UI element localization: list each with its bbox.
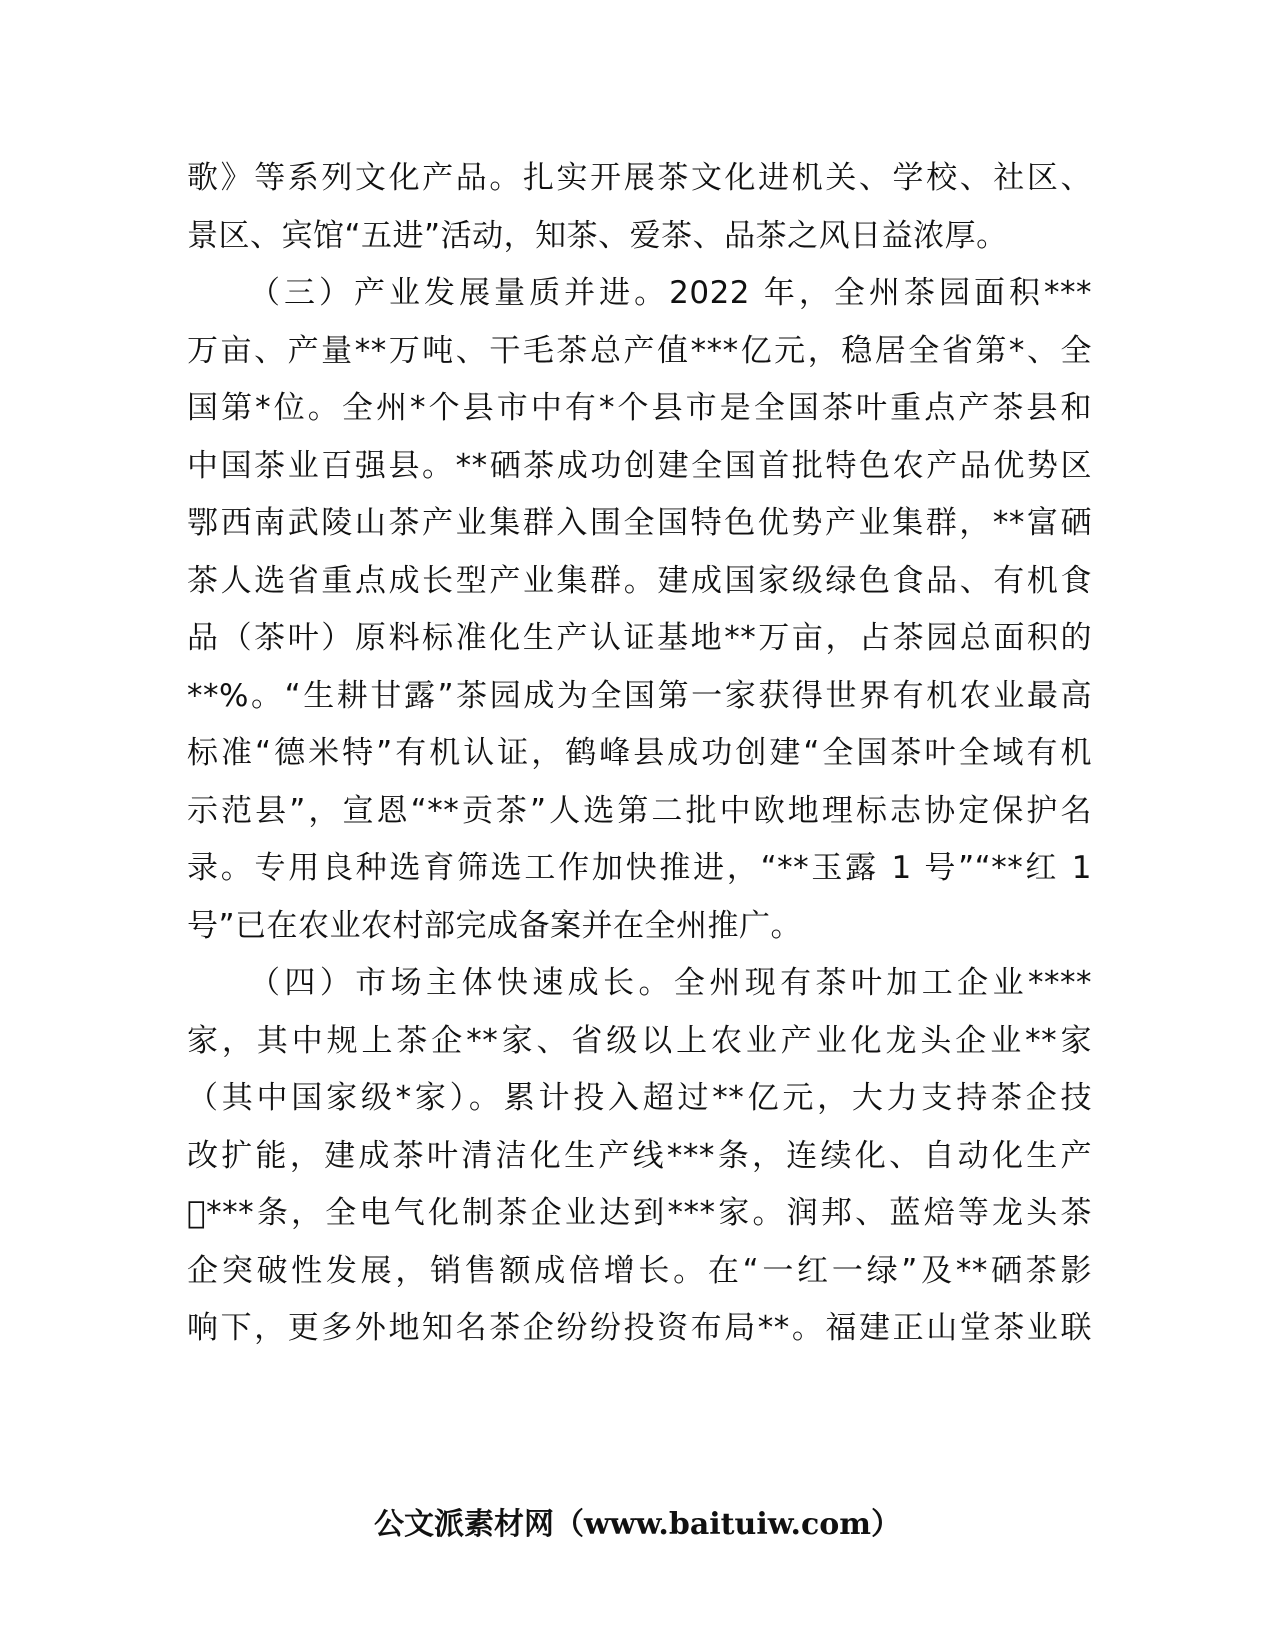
- text-line: 标准“德米特”有机认证，鹤峰县成功创建“全国茶叶全域有机: [187, 735, 1092, 771]
- text-line: 中国茶业百强县。**硒茶成功创建全国首批特色农产品优势区: [187, 447, 1092, 484]
- footer-watermark: 公文派素材网（www.baituiw.com）: [373, 1507, 902, 1542]
- text-line: 号”已在农业农村部完成备案并在全州推广。: [187, 907, 803, 944]
- text-line: 国第*位。全州*个县市中有*个县市是全国茶叶重点产茶县和: [187, 390, 1092, 426]
- text-line: （其中国家级*家）。累计投入超过**亿元，大力支持茶企技: [187, 1080, 1092, 1116]
- text-line: 家，其中规上茶企**家、省级以上农业产业化龙头企业**家: [187, 1022, 1092, 1059]
- text-line: （四）市场主体快速成长。全州现有茶叶加工企业****: [249, 965, 1092, 1001]
- text-line: 万亩、产量**万吨、干毛茶总产值***亿元，稳居全省第*、全: [187, 332, 1092, 369]
- text-line: 改扩能，建成茶叶清洁化生产线***条，连续化、自动化生产: [187, 1137, 1092, 1174]
- text-line: 响下，更多外地知名茶企纷纷投资布局**。福建正山堂茶业联: [187, 1310, 1092, 1346]
- text-line: 歌》等系列文化产品。扎实开展茶文化进机关、学校、社区、: [187, 160, 1092, 196]
- text-line: 鄂西南武陵山茶产业集群入围全国特色优势产业集群，**富硒: [187, 505, 1092, 541]
- text-line: 茶人选省重点成长型产业集群。建成国家级绿色食品、有机食: [187, 562, 1092, 599]
- text-line: 示范县”，宣恩“**贡茶”人选第二批中欧地理标志协定保护名: [187, 792, 1092, 829]
- text-line: 景区、宾馆“五进”活动，知茶、爱茶、品茶之风日益浓厚。: [187, 217, 1008, 254]
- text-line: 企突破性发展，销售额成倍增长。在“一红一绿”及**硒茶影: [187, 1252, 1092, 1289]
- body-text: [187, 150, 1092, 1358]
- text-line: （三）产业发展量质并进。2022 年，全州茶园面积***: [249, 275, 1092, 311]
- text-line: 􀀀***条，全电气化制茶企业达到***家。润邦、蓝焙等龙头茶: [187, 1195, 1092, 1231]
- text-line: 录。专用良种选育筛选工作加快推进，“**玉露 1 号”“**红 1: [187, 850, 1092, 886]
- text-line: 品（茶叶）原料标准化生产认证基地**万亩，占茶园总面积的: [187, 620, 1092, 656]
- text-line: **%。“生耕甘露”茶园成为全国第一家获得世界有机农业最高: [187, 677, 1092, 714]
